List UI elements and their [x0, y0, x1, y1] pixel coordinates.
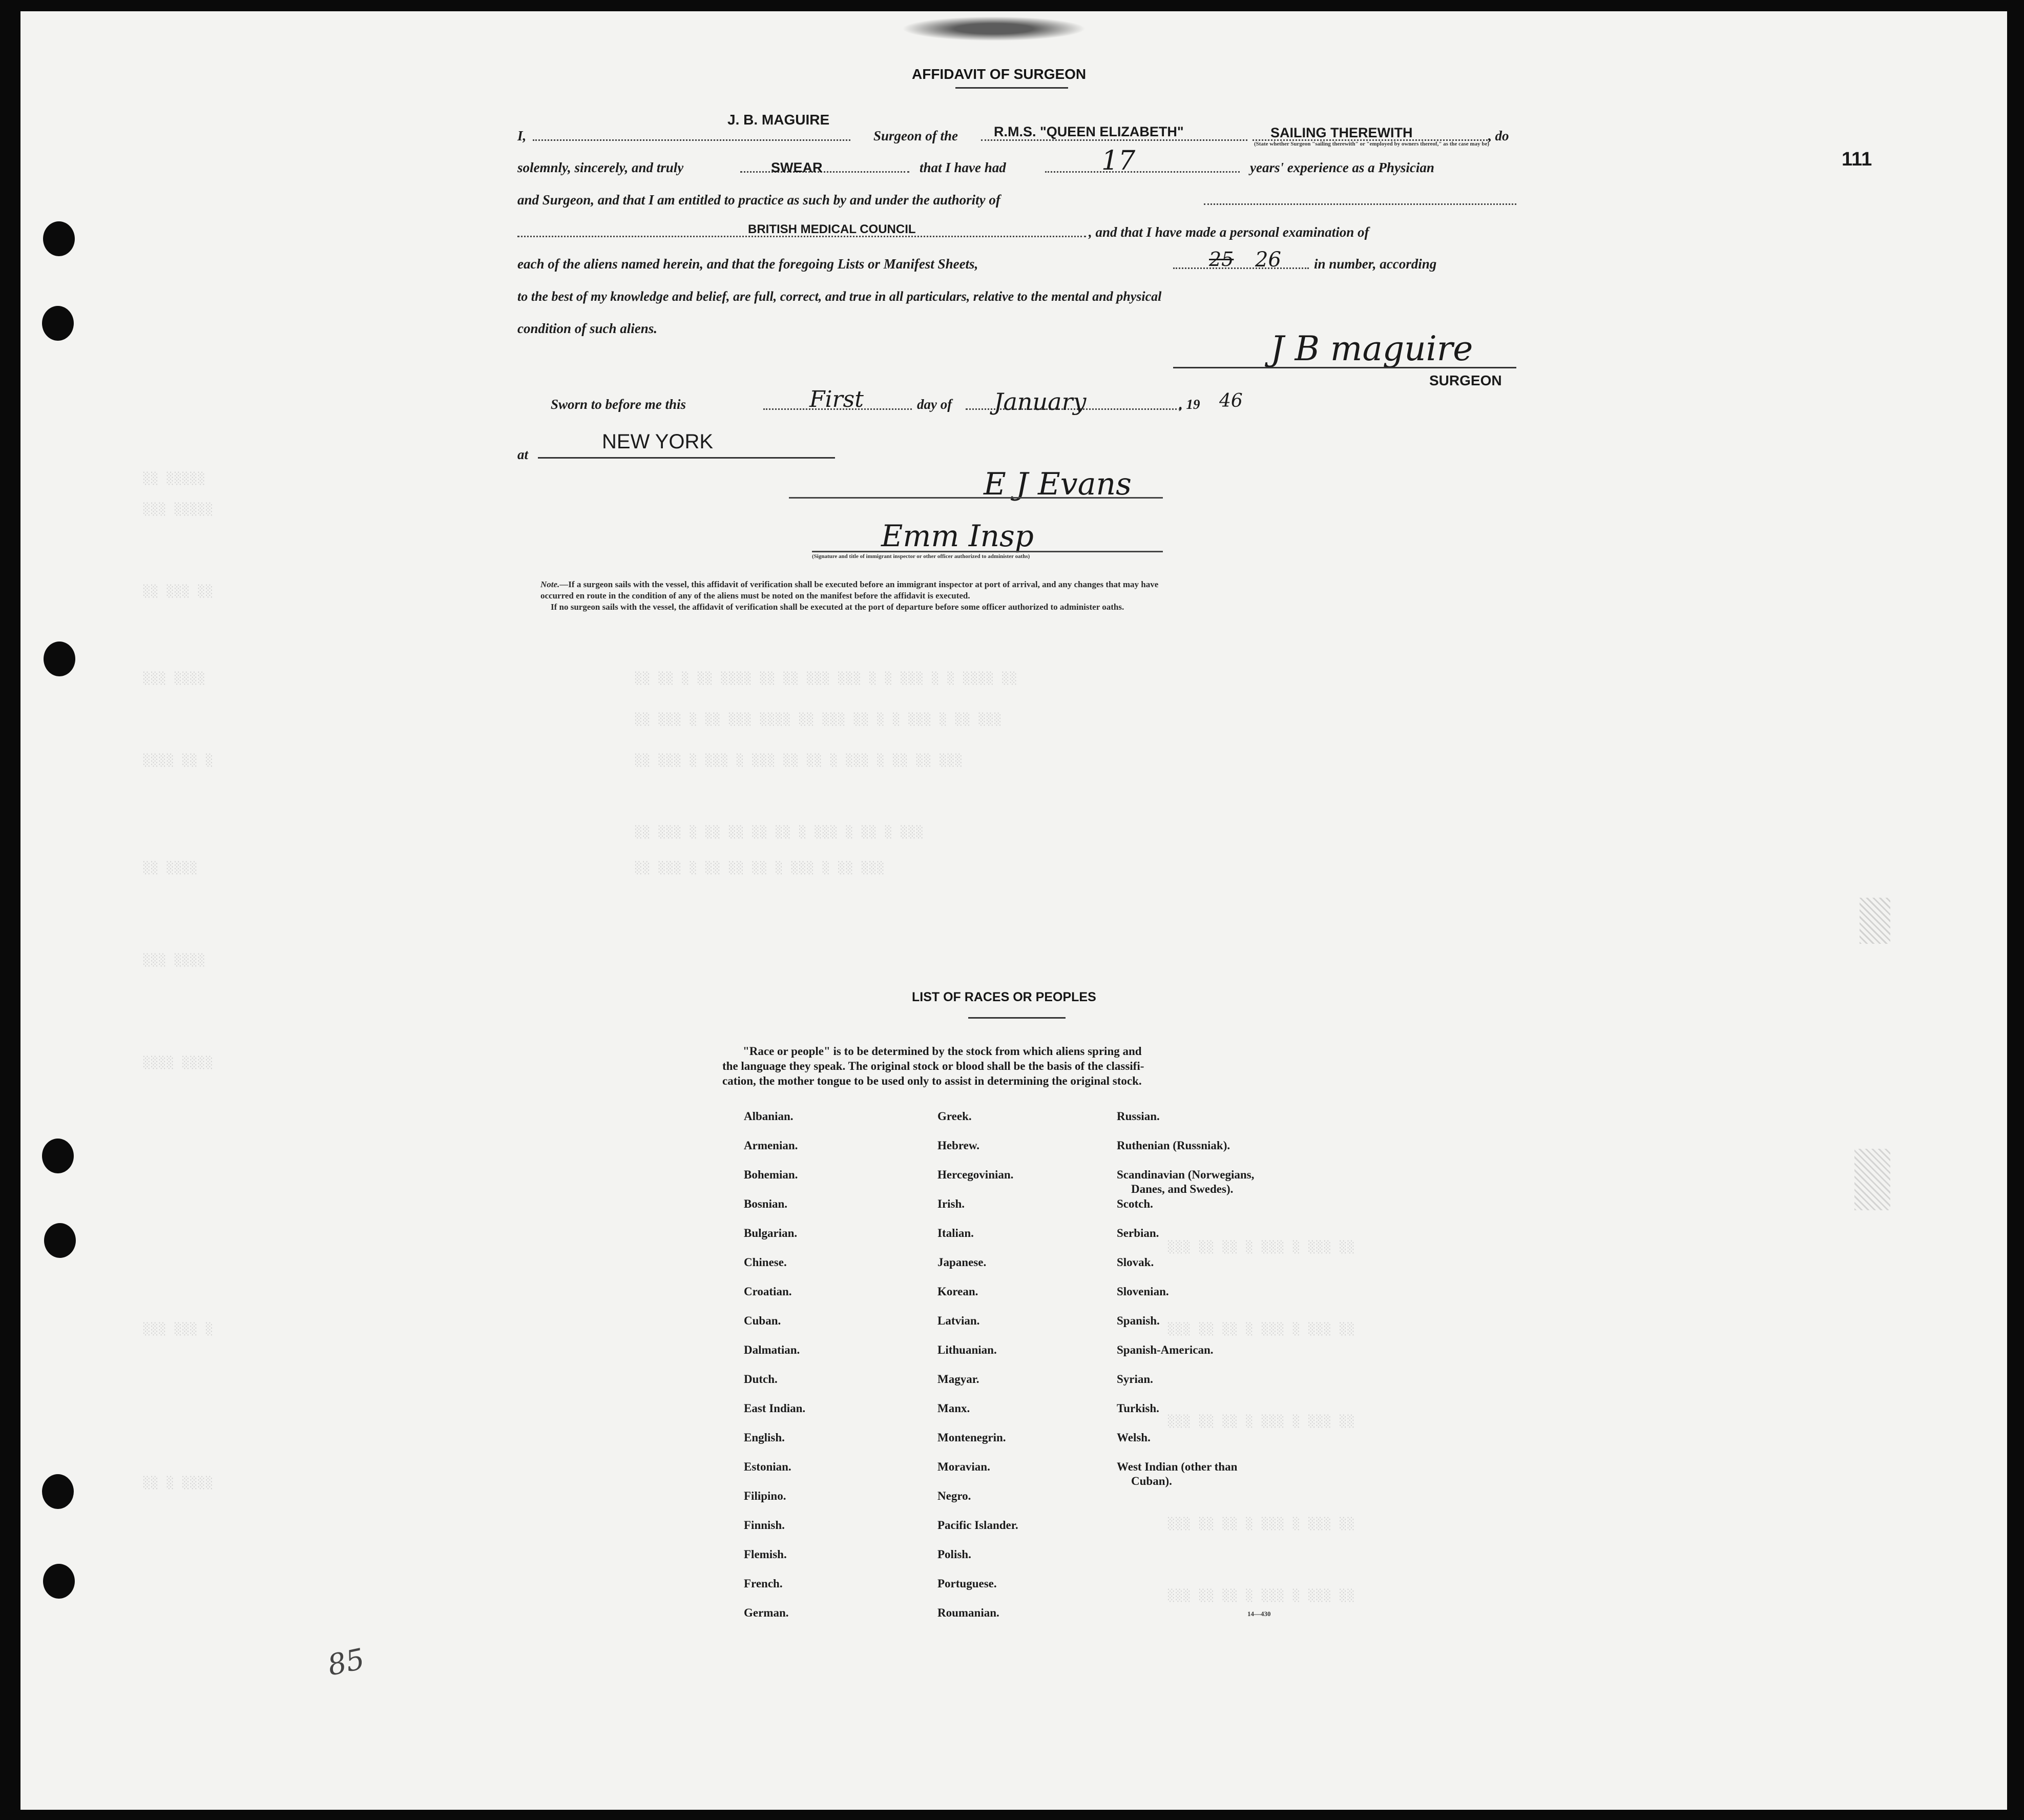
inspector-line-1: [789, 497, 1163, 499]
inspector-signature-2: Emm Insp: [881, 519, 1034, 553]
surgeon-label: SURGEON: [1429, 373, 1502, 388]
signature-caption: (Signature and title of immigrant inspector or other officer authorized to administer oaths): [812, 553, 1030, 560]
race-item: Filipino.: [744, 1490, 786, 1502]
race-item: Croatian.: [744, 1285, 792, 1298]
binder-hole: [44, 1223, 76, 1258]
text-had: that I have had: [920, 160, 1006, 175]
surgeon-signature: J B maguire: [1270, 329, 1473, 368]
race-item: Pacific Islander.: [937, 1519, 1018, 1532]
races-column-2: [937, 1109, 1018, 1635]
race-item: Dutch.: [744, 1373, 778, 1385]
oath-value: SWEAR: [771, 160, 823, 175]
race-item: Armenian.: [744, 1139, 798, 1152]
status-value: SAILING THEREWITH: [1270, 125, 1413, 140]
race-item: Bosnian.: [744, 1197, 788, 1210]
year-suffix: 46: [1219, 390, 1243, 411]
margin-note: 85: [325, 1642, 368, 1683]
races-intro-line-3: cation, the mother tongue to be used only to assist in determining the original stock.: [722, 1074, 1142, 1087]
race-item: Portuguese.: [937, 1577, 997, 1590]
race-item: French.: [744, 1577, 783, 1590]
signature-line: [1173, 367, 1516, 368]
text-authority: and Surgeon, and that I am entitled to practice as such by and under the authority of: [517, 192, 1000, 208]
race-item: German.: [744, 1606, 789, 1619]
race-item: Russian.: [1117, 1110, 1160, 1123]
race-item: Ruthenian (Russniak).: [1117, 1139, 1230, 1152]
note-line-2: occurred en route in the condition of any of the aliens must be noted on the manifest before the affidavit is executed.: [540, 591, 970, 601]
label-i: I,: [517, 128, 527, 143]
race-item: Welsh.: [1117, 1431, 1151, 1444]
race-item: Montenegrin.: [937, 1431, 1006, 1444]
race-item: Albanian.: [744, 1110, 794, 1123]
sheets-field: [1173, 267, 1309, 269]
race-item: Syrian.: [1117, 1373, 1153, 1385]
race-item: Serbian.: [1117, 1227, 1159, 1239]
races-intro-line-2: the language they speak. The original stock or blood shall be the basis of the classifi-: [722, 1060, 1144, 1072]
edge-mark: [1854, 1149, 1890, 1210]
races-column-1: [744, 1109, 805, 1635]
text-solemnly: solemnly, sincerely, and truly: [517, 160, 684, 175]
race-item: Hercegovinian.: [937, 1168, 1014, 1181]
note-line-1: —If a surgeon sails with the vessel, this affidavit of verification shall be executed before an immigrant inspector at port of arrival, and any changes that may have: [559, 580, 1159, 589]
form-number: 14—430: [1247, 1610, 1271, 1618]
location-value: NEW YORK: [602, 430, 714, 453]
text-line6: to the best of my knowledge and belief, are full, correct, and true in all particulars, relative to the mental and physical: [517, 289, 1162, 304]
binder-hole: [42, 1139, 74, 1173]
race-item: Flemish.: [744, 1548, 787, 1561]
race-item: Dalmatian.: [744, 1343, 800, 1356]
sworn-month: January: [994, 388, 1087, 416]
inspector-line-2: [812, 551, 1163, 552]
title-underline: [955, 87, 1068, 89]
race-item: Korean.: [937, 1285, 978, 1298]
race-item: Roumanian.: [937, 1606, 999, 1619]
sworn-day: First: [809, 386, 864, 412]
race-item: Spanish.: [1117, 1314, 1160, 1327]
race-item: Cuban.: [744, 1314, 781, 1327]
page-number: 111: [1842, 149, 1872, 170]
location-field: [538, 457, 835, 459]
edge-mark: [1860, 898, 1890, 944]
race-item: Bohemian.: [744, 1168, 798, 1181]
race-item: West Indian (other than: [1117, 1460, 1238, 1473]
years-field: [1045, 171, 1240, 173]
races-title: LIST OF RACES OR PEOPLES: [912, 990, 1096, 1004]
vessel-name: R.M.S. "QUEEN ELIZABETH": [994, 124, 1184, 139]
race-item: Cuban).: [1131, 1475, 1172, 1487]
race-item: Irish.: [937, 1197, 965, 1210]
note-label: Note.: [540, 580, 560, 589]
race-item: Moravian.: [937, 1460, 990, 1473]
race-item: Lithuanian.: [937, 1343, 997, 1356]
sworn-label: Sworn to before me this: [551, 397, 686, 412]
race-item: Negro.: [937, 1490, 971, 1502]
binder-hole: [44, 642, 75, 676]
years-value: 17: [1101, 146, 1136, 176]
race-item: Turkish.: [1117, 1402, 1159, 1415]
affidavit-title: AFFIDAVIT OF SURGEON: [912, 66, 1087, 82]
race-item: East Indian.: [744, 1402, 806, 1415]
races-title-underline: [968, 1017, 1066, 1019]
races-intro-line-1: "Race or people" is to be determined by the stock from which aliens spring and: [743, 1045, 1142, 1058]
oath-field: [740, 171, 909, 173]
race-item: Scotch.: [1117, 1197, 1153, 1210]
status-note: (State whether Surgeon "sailing therewith" or "employed by owners thereof," as the case may be): [1254, 141, 1489, 147]
sheets-struck: 25: [1209, 248, 1234, 271]
race-item: English.: [744, 1431, 785, 1444]
surgeon-name-field: [533, 139, 850, 141]
day-of-label: day of: [917, 397, 952, 412]
race-item: Greek.: [937, 1110, 972, 1123]
affidavit-note: [540, 579, 1519, 613]
race-item: Finnish.: [744, 1519, 785, 1532]
text-do: , do: [1488, 128, 1509, 143]
race-item: Scandinavian (Norwegians,: [1117, 1168, 1255, 1181]
binder-hole: [42, 1474, 74, 1509]
races-column-3: [1117, 1109, 1254, 1503]
surgeon-name: J. B. MAGUIRE: [727, 112, 830, 128]
races-intro: [722, 1044, 1144, 1088]
race-item: Danes, and Swedes).: [1131, 1183, 1234, 1195]
authority-value: BRITISH MEDICAL COUNCIL: [748, 222, 916, 236]
race-item: Magyar.: [937, 1373, 979, 1385]
year-prefix: , 19: [1179, 397, 1200, 412]
binder-hole: [43, 221, 75, 256]
text-surgeon-of: Surgeon of the: [873, 128, 958, 143]
race-item: Slovenian.: [1117, 1285, 1169, 1298]
race-item: Japanese.: [937, 1256, 987, 1269]
torn-edge-mark: [902, 16, 1086, 41]
note-line-3: If no surgeon sails with the vessel, the affidavit of verification shall be executed at the port of departure before some officer authorized to administer oaths.: [551, 602, 1124, 612]
race-item: Polish.: [937, 1548, 971, 1561]
sheets-value: 26: [1255, 248, 1281, 272]
race-item: Italian.: [937, 1227, 974, 1239]
text-line7: condition of such aliens.: [517, 321, 658, 336]
race-item: Spanish-American.: [1117, 1343, 1214, 1356]
race-item: Bulgarian.: [744, 1227, 798, 1239]
inspector-signature-1: E J Evans: [984, 466, 1132, 502]
authority-field-1: [1204, 203, 1516, 205]
binder-hole: [42, 306, 74, 341]
race-item: Latvian.: [937, 1314, 980, 1327]
text-number: in number, according: [1314, 256, 1437, 272]
at-label: at: [517, 447, 529, 462]
race-item: Manx.: [937, 1402, 970, 1415]
binder-hole: [43, 1564, 75, 1599]
text-years: years' experience as a Physician: [1250, 160, 1434, 175]
race-item: Slovak.: [1117, 1256, 1154, 1269]
race-item: Hebrew.: [937, 1139, 979, 1152]
document-page: ░░ ░░░░░ ░░░ ░░░░░ ░░ ░░░ ░░ ░░░ ░░░░ ░░░░ ░░ ░ ░░ ░░░░ ░░░ ░░░░ ░░░░ ░░░░ ░░░ ░░░ ░ ░░ ░ ░░░░ ░░ ░░ ░ ░░ ░░░░ ░░ ░░ ░░░ ░░░ ░ ░ ░░░ ░ ░ ░░░░ ░░ ░░ ░░░ ░ ░░ ░░░ ░░░░ ░░ ░░░ ░░ ░ ░ ░░░ ░ ░░ ░░░ ░░ ░░░ ░ ░░░ ░ ░░░ ░░ ░░ ░ ░░░ ░ ░░ ░░ ░░░ ░░ ░░░ ░ ░░ ░░ ░░ ░░ ░ ░░░ ░ ░░ ░ ░░░ ░░ ░░░ ░ ░░ ░░ ░░ ░ ░░░ ░ ░░ ░░░ ░░░ ░░ ░░ ░ ░░░ ░ ░░░ ░░ ░░░ ░░ ░░ ░ ░░░ ░ ░░░ ░░ ░░░ ░░ ░░ ░ ░░░ ░ ░░░ ░░ ░░░ ░░ ░░ ░ ░░░ ░ ░░░ ░░ ░░░ ░░ ░░ ░ ░░░ ░ ░░░ ░░ 111 AFFIDAVIT OF SURGEON I, J. B. MAGUIRE Surgeon of the R.M.S. "QUEEN ELIZABETH" SAILING THEREWITH , do (State whether Surgeon "sailing therewith" or "employed by owners thereof," as the case may be) solemnly, sincerely, and truly SWEAR that I have had 17 years' experience as a Physician and Surgeon, and that I am entitled to practice as such by and under the authority of BRITISH MEDICAL COUNCIL , and that I have made a personal examination of each of the aliens named herein, and that the foregoing Lists or Manifest Sheets, 25 26 in number, according to the best of my knowledge and belief, are full, correct, and true in all particulars, relative to the mental and physical condition of such aliens. J B maguire SURGEON Sworn to before me this First day of January , 19 46 at NEW YORK E J Evans Emm Insp (Signature and title of immigrant inspector or other officer authorized to administer oaths) Note.—If a surgeon sails with the vessel, this affidavit of verification shall be executed before an immigrant inspector at port of arrival, and any changes that may have occurred en route in the condition of any of the aliens must be noted on the manifest before the affidavit is executed. If no surgeon sails with the vessel, the affidavit of verification shall be executed at the port of departure before some officer authorized to administer oaths. LIST OF RACES OR PEOPLES "Race or people" is to be determined by the stock from which aliens spring and the language they speak. The original stock or blood shall be the basis of the classifi- cation, the mother tongue to be used only to assist in determining the original stock. Albanian. Armenian. Bohemian. Bosnian. Bulgarian. Chinese. Croatian. Cuban. Dalmatian. Dutch. East Indian. English. Estonian. Filipino. Finnish. Flemish. French. German. Greek. Hebrew. Hercegovinian. Irish. Italian. Japanese. Korean. Latvian. Lithuanian. Magyar. Manx. Montenegrin. Moravian. Negro. Pacific Islander. Polish. Portuguese. Roumanian. Russian. Ruthenian (Russniak). Scandinavian (Norwegians, Danes, and Swedes). Scotch. Serbian. Slovak. Slovenian. Spanish. Spanish-American. Syrian. Turkish. Welsh. West Indian (other than Cuban). 14—430 85: [20, 11, 2007, 1810]
race-item: Estonian.: [744, 1460, 791, 1473]
text-sheets: each of the aliens named herein, and that the foregoing Lists or Manifest Sheets,: [517, 256, 978, 272]
race-item: Chinese.: [744, 1256, 787, 1269]
text-exam: , and that I have made a personal examination of: [1089, 224, 1369, 240]
